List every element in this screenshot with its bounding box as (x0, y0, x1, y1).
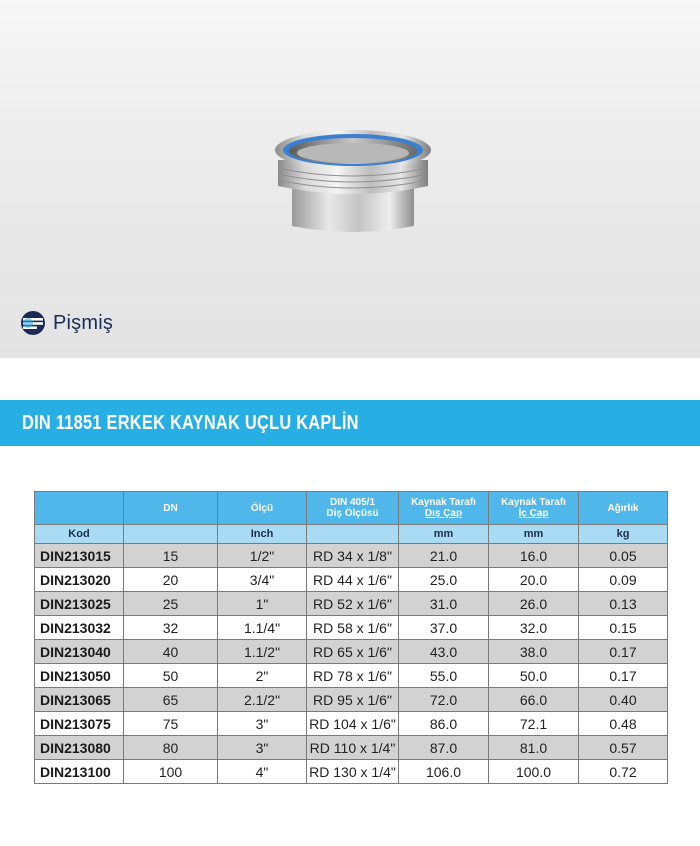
cell-dn: 20 (124, 568, 218, 592)
cell-kg: 0.13 (579, 592, 668, 616)
cell-din: RD 104 x 1/6" (307, 712, 399, 736)
cell-dis: 86.0 (399, 712, 489, 736)
cell-dis: 37.0 (399, 616, 489, 640)
cell-kod: DIN213050 (35, 664, 124, 688)
header-dis-line2: Dış Çap (424, 508, 463, 519)
product-hero (0, 0, 700, 358)
header-dis-cap (399, 492, 489, 525)
cell-olcu: 3" (218, 712, 307, 736)
cell-kod: DIN213025 (35, 592, 124, 616)
cell-dis: 87.0 (399, 736, 489, 760)
header-ic-line2: İç Çap (518, 508, 549, 519)
cell-ic: 38.0 (489, 640, 579, 664)
cell-dis: 25.0 (399, 568, 489, 592)
cell-kg: 0.05 (579, 544, 668, 568)
unit-din (307, 525, 399, 544)
pismis-logo (20, 310, 113, 336)
cell-ic: 32.0 (489, 616, 579, 640)
cell-kg: 0.17 (579, 640, 668, 664)
cell-ic: 66.0 (489, 688, 579, 712)
cell-kod: DIN213075 (35, 712, 124, 736)
cell-olcu: 2.1/2" (218, 688, 307, 712)
header-ic-line1: Kaynak Tarafı (501, 497, 566, 508)
cell-kg: 0.40 (579, 688, 668, 712)
table-row (35, 664, 668, 688)
table-unit-row (35, 525, 668, 544)
cell-din: RD 110 x 1/4" (307, 736, 399, 760)
cell-dis: 72.0 (399, 688, 489, 712)
header-ic-cap (489, 492, 579, 525)
cell-olcu: 2" (218, 664, 307, 688)
header-agirlik: Ağırlık (579, 492, 668, 525)
cell-din: RD 130 x 1/4" (307, 760, 399, 784)
cell-kg: 0.15 (579, 616, 668, 640)
table-row (35, 544, 668, 568)
unit-agirlik: kg (579, 525, 668, 544)
unit-kod: Kod (35, 525, 124, 544)
cell-ic: 26.0 (489, 592, 579, 616)
header-olcu: Ölçü (218, 492, 307, 525)
cell-kod: DIN213015 (35, 544, 124, 568)
unit-dn (124, 525, 218, 544)
cell-dis: 21.0 (399, 544, 489, 568)
cell-olcu: 1" (218, 592, 307, 616)
cell-dn: 25 (124, 592, 218, 616)
cell-kod: DIN213100 (35, 760, 124, 784)
cell-ic: 50.0 (489, 664, 579, 688)
cell-kg: 0.72 (579, 760, 668, 784)
cell-kg: 0.57 (579, 736, 668, 760)
cell-dis: 55.0 (399, 664, 489, 688)
pismis-logo-icon (20, 310, 46, 336)
cell-dn: 100 (124, 760, 218, 784)
cell-din: RD 65 x 1/6" (307, 640, 399, 664)
table-header-row (35, 492, 668, 525)
table-row (35, 616, 668, 640)
cell-ic: 20.0 (489, 568, 579, 592)
cell-olcu: 3" (218, 736, 307, 760)
cell-kod: DIN213080 (35, 736, 124, 760)
table-row (35, 568, 668, 592)
cell-olcu: 1/2" (218, 544, 307, 568)
cell-kod: DIN213065 (35, 688, 124, 712)
male-weld-coupling-image (268, 126, 438, 236)
cell-dn: 40 (124, 640, 218, 664)
cell-din: RD 58 x 1/6" (307, 616, 399, 640)
table-row (35, 640, 668, 664)
cell-kod: DIN213040 (35, 640, 124, 664)
table-row (35, 712, 668, 736)
unit-olcu: Inch (218, 525, 307, 544)
cell-dn: 75 (124, 712, 218, 736)
table-row (35, 688, 668, 712)
header-dn: DN (124, 492, 218, 525)
cell-din: RD 44 x 1/6" (307, 568, 399, 592)
cell-olcu: 1.1/2" (218, 640, 307, 664)
cell-dis: 31.0 (399, 592, 489, 616)
table-row (35, 760, 668, 784)
brand-name: Pişmiş (53, 311, 114, 334)
specification-table (34, 491, 668, 784)
cell-din: RD 34 x 1/8" (307, 544, 399, 568)
cell-ic: 72.1 (489, 712, 579, 736)
cell-dn: 50 (124, 664, 218, 688)
cell-kod: DIN213020 (35, 568, 124, 592)
header-din-line1: DIN 405/1 (329, 497, 376, 508)
header-din (307, 492, 399, 525)
cell-dn: 80 (124, 736, 218, 760)
cell-dis: 43.0 (399, 640, 489, 664)
header-kod (35, 492, 124, 525)
cell-ic: 100.0 (489, 760, 579, 784)
cell-olcu: 1.1/4" (218, 616, 307, 640)
header-din-line2: Diş Ölçüsü (326, 508, 379, 519)
product-title-banner (0, 400, 700, 446)
cell-kod: DIN213032 (35, 616, 124, 640)
cell-ic: 81.0 (489, 736, 579, 760)
table-row (35, 592, 668, 616)
cell-dis: 106.0 (399, 760, 489, 784)
cell-din: RD 95 x 1/6" (307, 688, 399, 712)
header-dis-line1: Kaynak Tarafı (411, 497, 476, 508)
product-title: DIN 11851 ERKEK KAYNAK UÇLU KAPLİN (22, 412, 359, 434)
cell-din: RD 78 x 1/6" (307, 664, 399, 688)
cell-dn: 65 (124, 688, 218, 712)
table-row (35, 736, 668, 760)
unit-ic: mm (489, 525, 579, 544)
cell-kg: 0.09 (579, 568, 668, 592)
cell-ic: 16.0 (489, 544, 579, 568)
unit-dis: mm (399, 525, 489, 544)
cell-olcu: 4" (218, 760, 307, 784)
cell-dn: 15 (124, 544, 218, 568)
cell-kg: 0.48 (579, 712, 668, 736)
cell-kg: 0.17 (579, 664, 668, 688)
cell-dn: 32 (124, 616, 218, 640)
cell-din: RD 52 x 1/6" (307, 592, 399, 616)
cell-olcu: 3/4" (218, 568, 307, 592)
